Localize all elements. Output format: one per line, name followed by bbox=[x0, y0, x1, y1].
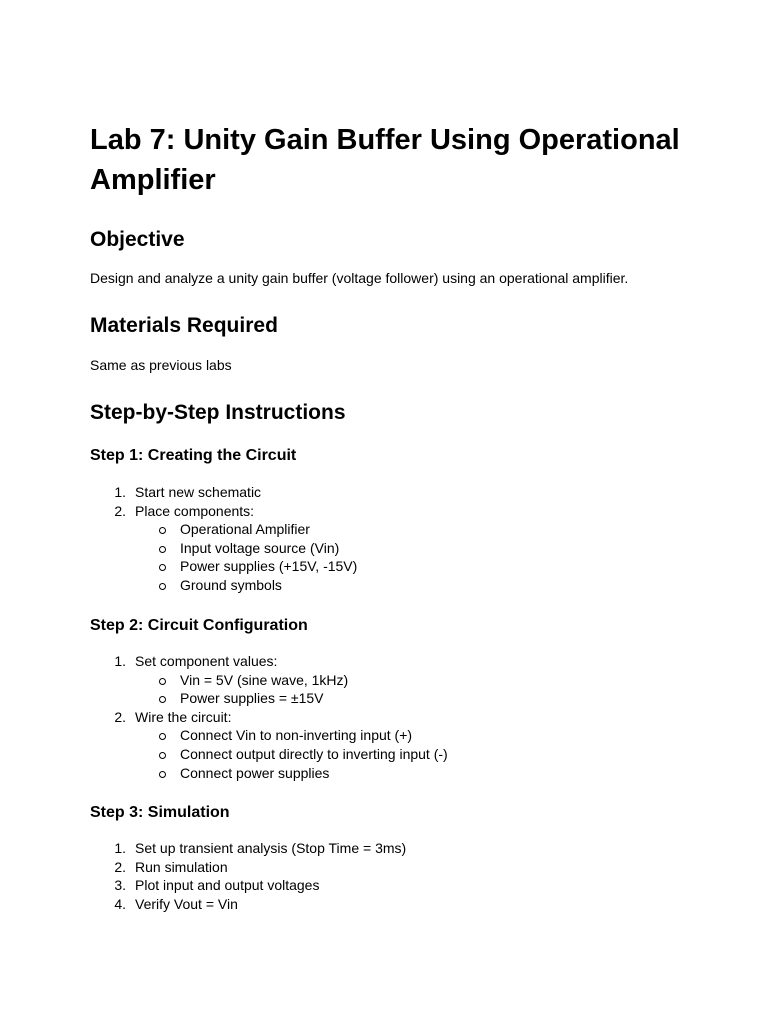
sub-item-text: Power supplies = ±15V bbox=[180, 690, 324, 707]
sub-item-text: Input voltage source (Vin) bbox=[180, 539, 340, 556]
hollow-bullet-icon bbox=[159, 752, 166, 759]
step-3-heading: Step 3: Simulation bbox=[90, 804, 230, 821]
item-text: Wire the circuit: bbox=[135, 708, 232, 725]
hollow-bullet-icon bbox=[159, 564, 166, 571]
item-text: Verify Vout = Vin bbox=[135, 895, 238, 912]
hollow-bullet-icon bbox=[159, 546, 166, 553]
sub-list-item bbox=[135, 671, 448, 690]
materials-text: Same as previous labs bbox=[90, 357, 232, 373]
hollow-bullet-icon bbox=[159, 771, 166, 778]
item-number: 4. bbox=[114, 895, 126, 912]
hollow-bullet-icon bbox=[159, 527, 166, 534]
sub-list bbox=[135, 726, 448, 782]
item-number: 2. bbox=[114, 502, 126, 519]
sub-item-text: Ground symbols bbox=[180, 576, 282, 593]
list-item bbox=[90, 858, 406, 877]
list-item bbox=[90, 502, 357, 595]
sub-list-item bbox=[135, 576, 357, 595]
list-item bbox=[90, 895, 406, 914]
sub-list bbox=[135, 671, 448, 708]
item-text: Set up transient analysis (Stop Time = 3ms) bbox=[135, 840, 407, 856]
list-item bbox=[90, 876, 406, 895]
sub-item-text: Connect power supplies bbox=[180, 764, 330, 781]
sub-list-item bbox=[135, 557, 357, 576]
materials-heading: Materials Required bbox=[90, 314, 278, 337]
sub-list-item bbox=[135, 520, 357, 539]
hollow-bullet-icon bbox=[159, 583, 166, 590]
hollow-bullet-icon bbox=[159, 696, 166, 703]
list-item bbox=[90, 839, 406, 858]
list-item bbox=[90, 483, 357, 502]
step-2-heading: Step 2: Circuit Configuration bbox=[90, 617, 308, 634]
step-2-list bbox=[90, 652, 448, 782]
objective-heading: Objective bbox=[90, 228, 185, 251]
sub-list-item bbox=[135, 745, 448, 764]
sub-item-text: Connect Vin to non-inverting input (+) bbox=[180, 727, 413, 744]
item-text: Run simulation bbox=[135, 858, 228, 875]
item-number: 1. bbox=[114, 484, 126, 500]
hollow-bullet-icon bbox=[159, 678, 166, 685]
step-1-list bbox=[90, 483, 357, 595]
sub-item-text: Vin = 5V (sine wave, 1kHz) bbox=[180, 671, 349, 688]
sub-list-item bbox=[135, 726, 448, 745]
item-text: Place components: bbox=[135, 502, 255, 519]
item-text: Plot input and output voltages bbox=[135, 877, 320, 894]
hollow-bullet-icon bbox=[159, 733, 166, 740]
step-1-heading: Step 1: Creating the Circuit bbox=[90, 447, 297, 464]
item-number: 1. bbox=[114, 840, 126, 856]
page-title: Lab 7: Unity Gain Buffer Using Operational Amplifier bbox=[90, 124, 680, 196]
item-number: 1. bbox=[114, 653, 126, 669]
sub-item-text: Operational Amplifier bbox=[180, 521, 310, 538]
item-number: 2. bbox=[114, 858, 126, 875]
objective-text: Design and analyze a unity gain buffer (voltage follower) using an operational amplifier. bbox=[90, 270, 629, 286]
list-item bbox=[90, 708, 448, 782]
item-text: Set component values: bbox=[135, 653, 278, 669]
item-text: Start new schematic bbox=[135, 484, 262, 500]
sub-list bbox=[135, 520, 357, 594]
step-3-list bbox=[90, 839, 406, 913]
instructions-heading: Step-by-Step Instructions bbox=[90, 401, 346, 424]
sub-list-item bbox=[135, 689, 448, 708]
sub-list-item bbox=[135, 539, 357, 558]
sub-item-text: Power supplies (+15V, -15V) bbox=[180, 558, 358, 575]
item-number: 2. bbox=[114, 708, 126, 725]
sub-item-text: Connect output directly to inverting input (-) bbox=[180, 745, 448, 762]
item-number: 3. bbox=[114, 877, 126, 894]
list-item bbox=[90, 652, 448, 708]
sub-list-item bbox=[135, 764, 448, 783]
